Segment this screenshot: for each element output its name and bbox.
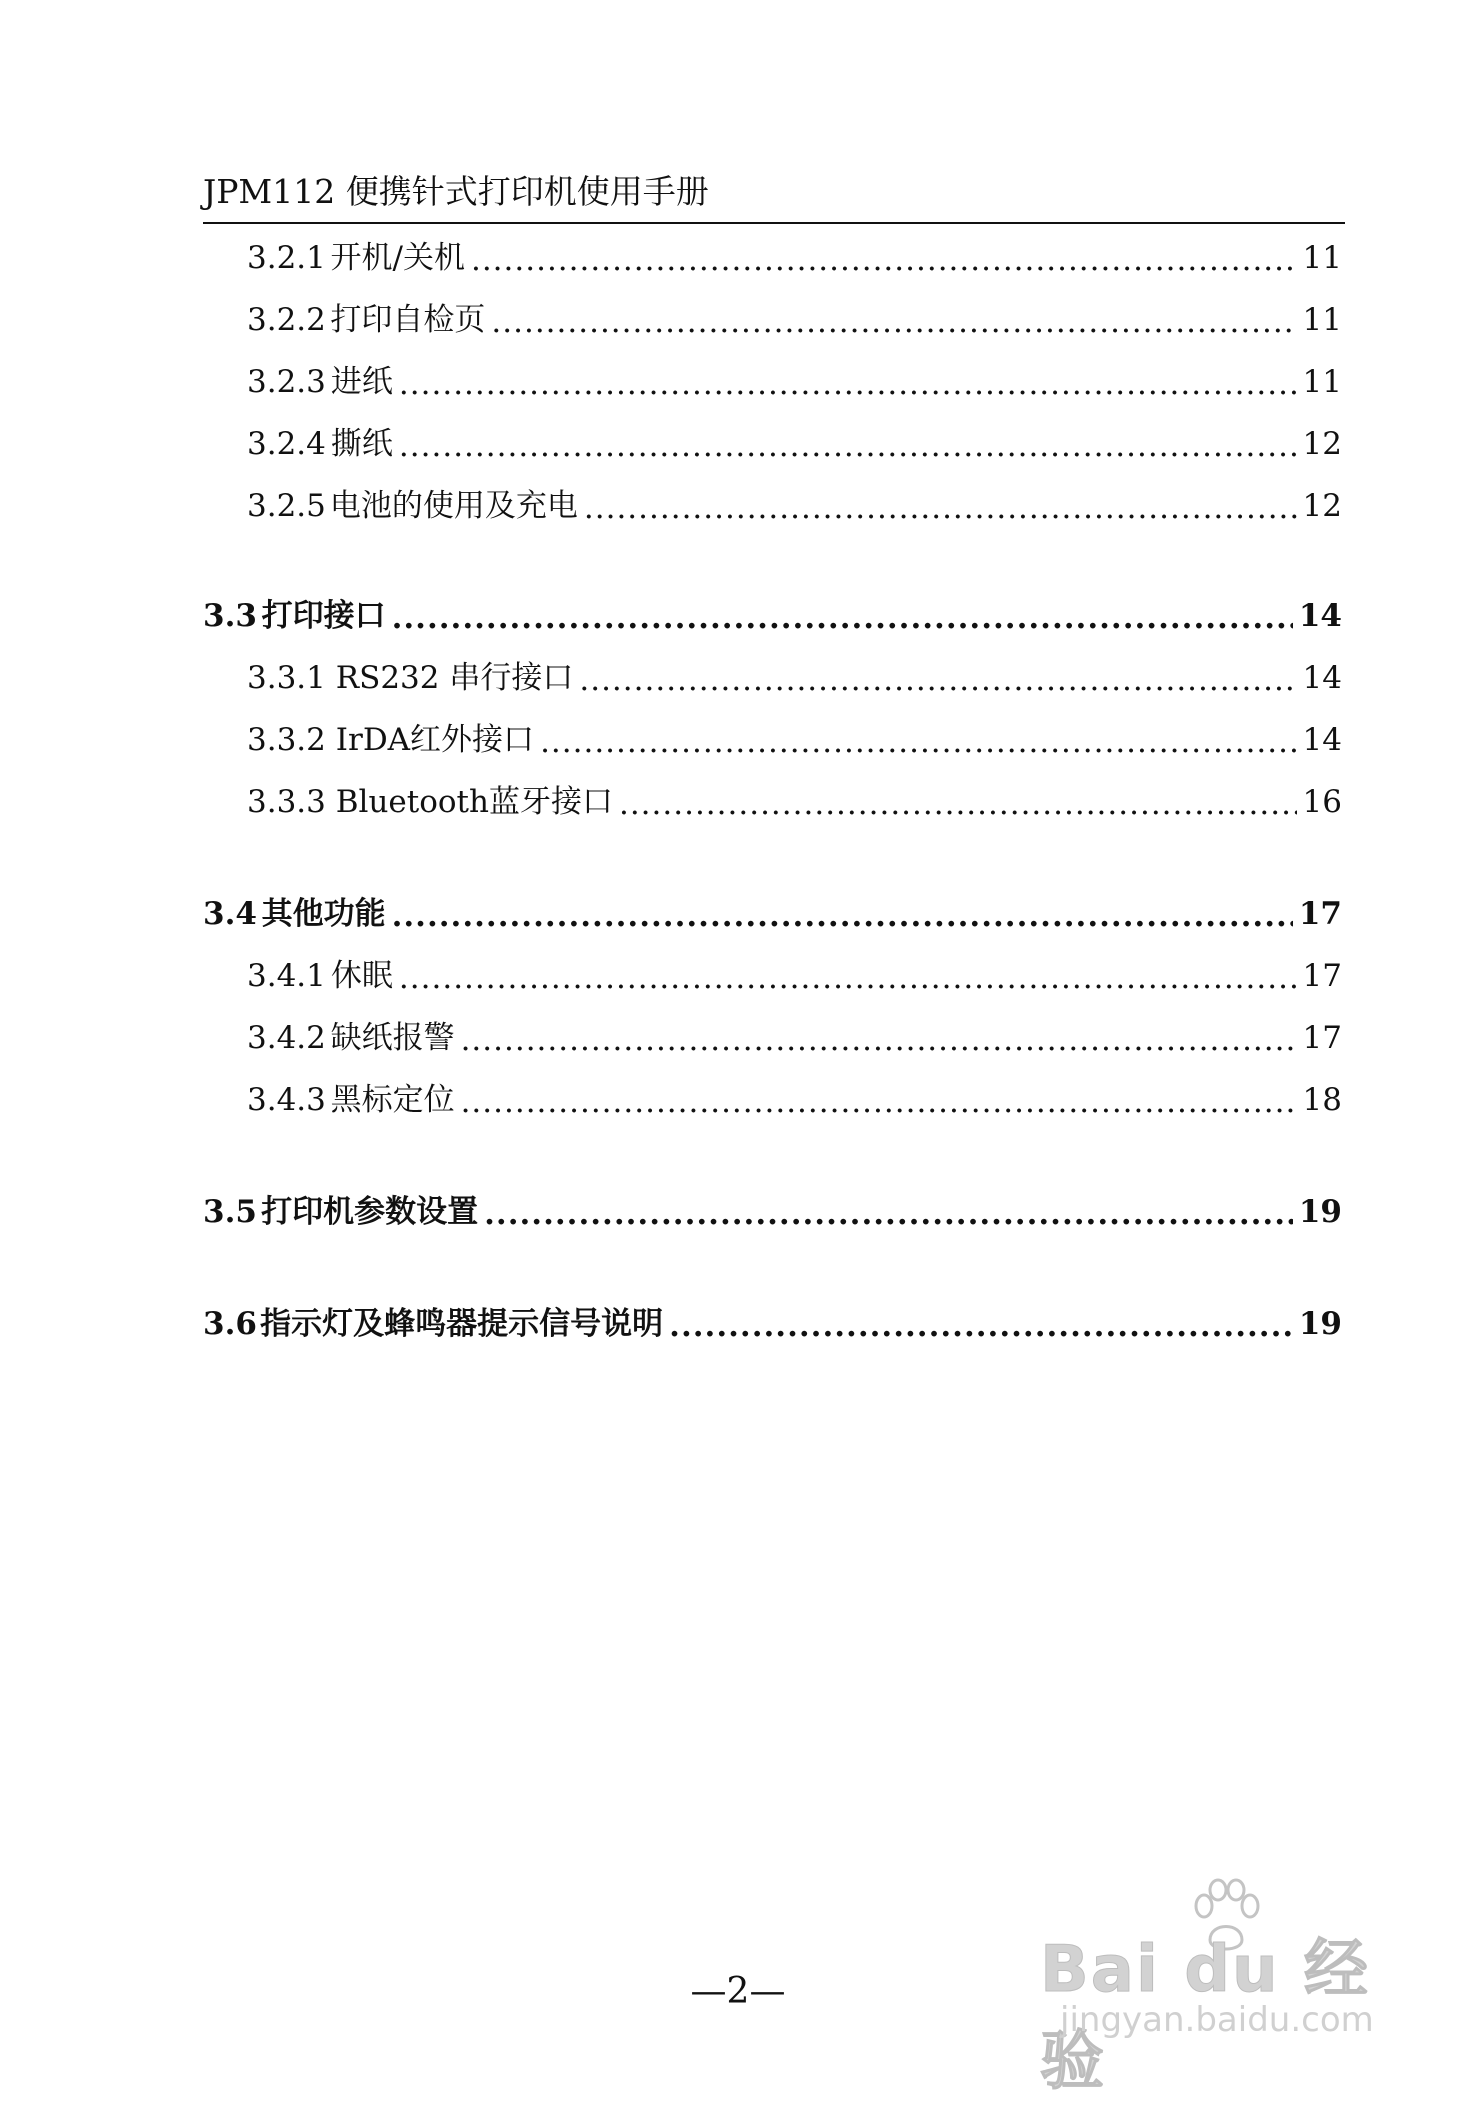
toc-entry-3-3-3[interactable] bbox=[247, 780, 1342, 824]
toc-leader bbox=[471, 238, 1297, 275]
toc-entry-number: 3.3.1 bbox=[247, 660, 326, 696]
toc-leader bbox=[461, 1018, 1297, 1055]
toc-entry-3-4-1[interactable] bbox=[247, 954, 1342, 998]
toc-leader bbox=[484, 1192, 1293, 1229]
toc-entry-page: 19 bbox=[1298, 1306, 1342, 1342]
toc-entry-number: 3.5 bbox=[203, 1194, 257, 1230]
toc-entry-number: 3.2.4 bbox=[247, 426, 326, 462]
toc-leader bbox=[584, 486, 1297, 523]
toc-entry-3-3-1[interactable] bbox=[247, 656, 1342, 700]
toc-entry-3-3[interactable] bbox=[203, 594, 1342, 638]
toc-entry-3-2-4[interactable] bbox=[247, 422, 1342, 466]
toc-entry-title: 其他功能 bbox=[261, 896, 386, 932]
toc-leader bbox=[540, 720, 1296, 757]
toc-entry-3-3-2[interactable] bbox=[247, 718, 1342, 762]
toc-entry-page: 12 bbox=[1302, 426, 1342, 462]
toc-entry-page: 11 bbox=[1302, 302, 1342, 338]
toc-leader bbox=[399, 956, 1297, 993]
toc-entry-number: 3.6 bbox=[203, 1306, 257, 1342]
toc-leader bbox=[399, 362, 1297, 399]
toc-entry-title: 撕纸 bbox=[330, 426, 393, 462]
toc-entry-page: 11 bbox=[1302, 240, 1342, 276]
toc-entry-3-2-3[interactable] bbox=[247, 360, 1342, 404]
toc-leader bbox=[392, 894, 1293, 931]
toc-entry-number: 3.3 bbox=[203, 598, 257, 634]
toc-entry-page: 17 bbox=[1302, 1020, 1342, 1056]
toc-entry-page: 11 bbox=[1302, 364, 1342, 400]
toc-entry-title: 进纸 bbox=[330, 364, 393, 400]
toc-entry-page: 19 bbox=[1298, 1194, 1342, 1230]
toc-entry-page: 14 bbox=[1302, 660, 1342, 696]
toc-entry-3-6[interactable] bbox=[203, 1302, 1342, 1346]
document-header: JPM112 便携针式打印机使用手册 bbox=[203, 172, 709, 211]
toc-entry-3-4-3[interactable] bbox=[247, 1078, 1342, 1122]
page-number: —2— bbox=[690, 1971, 786, 2012]
toc-entry-title: 打印机参数设置 bbox=[261, 1194, 479, 1230]
toc-entry-number: 3.4 bbox=[203, 896, 257, 932]
toc-entry-3-2-5[interactable] bbox=[247, 484, 1342, 528]
toc-leader bbox=[491, 300, 1296, 337]
toc-entry-page: 18 bbox=[1302, 1082, 1342, 1118]
toc-entry-title: Bluetooth蓝牙接口 bbox=[335, 784, 613, 820]
toc-leader bbox=[619, 782, 1297, 819]
toc-entry-page: 12 bbox=[1302, 488, 1342, 524]
toc-entry-number: 3.3.3 bbox=[247, 784, 326, 820]
toc-entry-title: IrDA红外接口 bbox=[335, 722, 535, 758]
toc-entry-number: 3.4.1 bbox=[247, 958, 326, 994]
toc-entry-title: 黑标定位 bbox=[330, 1082, 455, 1118]
toc-entry-title: 打印接口 bbox=[261, 598, 386, 634]
toc-entry-number: 3.4.3 bbox=[247, 1082, 326, 1118]
toc-leader bbox=[669, 1304, 1293, 1341]
toc-entry-page: 14 bbox=[1302, 722, 1342, 758]
toc-entry-number: 3.2.2 bbox=[247, 302, 326, 338]
toc-entry-title: 电池的使用及充电 bbox=[329, 488, 578, 524]
toc-entry-page: 16 bbox=[1302, 784, 1342, 820]
toc-entry-number: 3.2.5 bbox=[247, 488, 326, 524]
toc-entry-3-4[interactable] bbox=[203, 892, 1342, 936]
toc-entry-3-4-2[interactable] bbox=[247, 1016, 1342, 1060]
toc-entry-page: 14 bbox=[1298, 598, 1342, 634]
toc-entry-title: 指示灯及蜂鸣器提示信号说明 bbox=[260, 1306, 664, 1342]
toc-entry-number: 3.2.1 bbox=[247, 240, 326, 276]
toc-leader bbox=[392, 596, 1293, 633]
toc-entry-number: 3.2.3 bbox=[247, 364, 326, 400]
toc-entry-page: 17 bbox=[1298, 896, 1342, 932]
toc-entry-title: 休眠 bbox=[330, 958, 393, 994]
toc-entry-page: 17 bbox=[1302, 958, 1342, 994]
toc-leader bbox=[399, 424, 1297, 461]
toc-entry-title: 缺纸报警 bbox=[330, 1020, 455, 1056]
toc-entry-number: 3.4.2 bbox=[247, 1020, 326, 1056]
toc-entry-3-2-2[interactable] bbox=[247, 298, 1342, 342]
toc-leader bbox=[579, 658, 1296, 695]
toc-entry-title: RS232 串行接口 bbox=[335, 660, 574, 696]
header-rule bbox=[203, 222, 1345, 224]
toc-entry-3-5[interactable] bbox=[203, 1190, 1342, 1234]
toc-entry-3-2-1[interactable] bbox=[247, 236, 1342, 280]
watermark-site: jingyan.baidu.com bbox=[1060, 2000, 1374, 2040]
toc-entry-title: 开机/关机 bbox=[330, 240, 465, 276]
toc-entry-number: 3.3.2 bbox=[247, 722, 326, 758]
toc-leader bbox=[461, 1080, 1297, 1117]
toc-entry-title: 打印自检页 bbox=[330, 302, 486, 338]
watermark bbox=[1040, 1860, 1400, 2099]
watermark-brand: Bai du 经验 bbox=[1040, 1933, 1370, 2099]
